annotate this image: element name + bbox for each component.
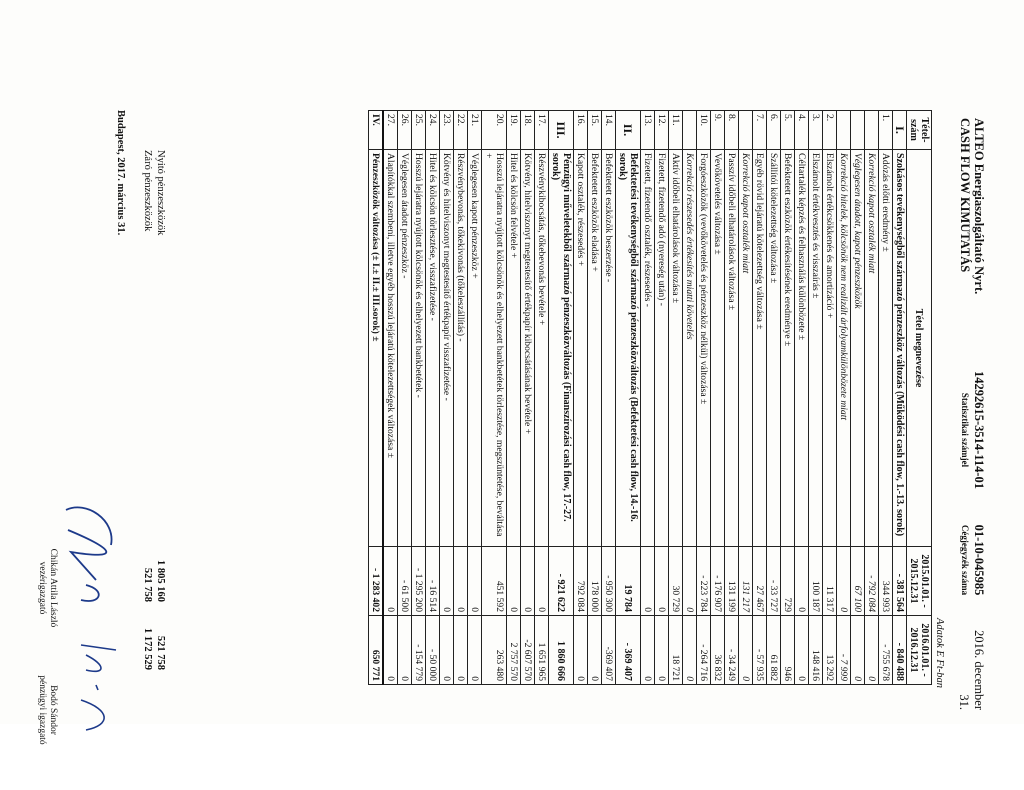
row-value-curr: 0 — [865, 616, 879, 685]
row-value-prev: - 1 295 200 — [412, 547, 426, 616]
unit-note: Adatok E Ft-ban — [934, 618, 945, 688]
table-row — [823, 111, 837, 685]
row-value-prev: - 33 727 — [767, 547, 781, 616]
row-value-prev: 0 — [440, 547, 454, 616]
table-row — [521, 111, 535, 685]
row-value-prev: 0 — [837, 547, 851, 616]
reg-number-block — [958, 500, 986, 620]
row-number: 17. — [535, 111, 549, 150]
table-row — [739, 111, 753, 685]
table-row — [602, 111, 616, 685]
signer-2-role: pénzügyi igazgató — [37, 675, 47, 745]
col-header-prev: 2015.01.01. - 2015.12.31 — [907, 547, 932, 616]
row-name: Véglegesen kapott pénzeszköz + — [468, 150, 482, 547]
row-name: Befektetési tevékenységből származó pénzeszközváltozás (Befektetési cash flow, 14.-16. sorok) — [616, 150, 641, 547]
row-value-curr: 0 — [683, 616, 697, 685]
table-row — [879, 111, 893, 685]
row-name: Korrekció részesedés értékesítés miatti követelés — [683, 150, 697, 547]
table-row — [683, 111, 697, 685]
row-name: Aktív időbeli elhatárolások változása ± — [669, 150, 683, 547]
row-number: 18. — [521, 111, 535, 150]
row-value-prev: 0 — [795, 547, 809, 616]
col-header-number: Tétel-szám — [907, 111, 932, 150]
row-value-curr: 0 — [574, 616, 588, 685]
stat-number-label: Statisztikai számjel — [960, 392, 970, 468]
row-number: 21. — [468, 111, 482, 150]
row-value-curr: 148 416 — [809, 616, 823, 685]
row-number: 1. — [879, 111, 893, 150]
row-value-curr: 18 721 — [669, 616, 683, 685]
row-number: 5. — [781, 111, 795, 150]
col-header-name: Tétel megnevezése — [907, 150, 932, 547]
row-number: 6. — [767, 111, 781, 150]
row-number: 12. — [655, 111, 669, 150]
row-number: 24. — [426, 111, 440, 150]
row-value-prev: 792 084 — [574, 547, 588, 616]
signer-2-name: Bodó Sándor — [48, 685, 58, 735]
row-number: 19. — [507, 111, 521, 150]
row-name: Részvénykibocsátás, tőkebevonás bevétele + — [535, 150, 549, 547]
row-value-curr: -2 607 570 — [521, 616, 535, 685]
row-value-prev: 0 — [454, 547, 468, 616]
row-number — [683, 111, 697, 150]
row-name: Pénzeszközök változása (± I.± II.± III.sorok) ± — [369, 150, 384, 547]
row-number: I. — [893, 111, 907, 150]
reg-number: 01-10-045985 — [972, 524, 986, 596]
row-value-curr: -369 407 — [602, 616, 616, 685]
row-value-curr: - 7 999 — [837, 616, 851, 685]
total-row — [369, 111, 384, 685]
row-number — [837, 111, 851, 150]
row-number: 7. — [753, 111, 767, 150]
cash-flow-table — [368, 110, 932, 685]
table-row — [507, 111, 521, 685]
row-number: 4. — [795, 111, 809, 150]
row-name: Kötvény és hitelviszonyt megtestesítő értékpapír visszafizetése - — [440, 150, 454, 547]
table-row — [795, 111, 809, 685]
row-value-prev: 19 784 — [616, 547, 641, 616]
row-value-prev: - 381 564 — [893, 547, 907, 616]
row-value-prev: 131 199 — [725, 547, 739, 616]
row-value-curr: 1 860 666 — [549, 616, 574, 685]
section-row — [549, 111, 574, 685]
row-number: 9. — [711, 111, 725, 150]
row-name: Egyéb rövid lejáratú kötelezettség változása ± — [753, 150, 767, 547]
table-row — [383, 111, 398, 685]
place-date: Budapest, 2017. március 31. — [115, 110, 126, 236]
row-name: Korrekció kapott osztalék miatt — [739, 150, 753, 547]
row-value-curr: 61 882 — [767, 616, 781, 685]
row-value-curr: 0 — [468, 616, 482, 685]
row-number: II. — [616, 111, 641, 150]
row-name: Korrekció hitelek, kölcsönök nem realizált árfolyamkülönbözete miatt — [837, 150, 851, 547]
section-row — [616, 111, 641, 685]
stat-number: 14292615-3514-114-01 — [972, 370, 986, 490]
row-value-prev: 0 — [507, 547, 521, 616]
row-number: 16. — [574, 111, 588, 150]
row-number: 14. — [602, 111, 616, 150]
row-number: 22. — [454, 111, 468, 150]
row-value-curr: - 34 249 — [725, 616, 739, 685]
row-value-curr: 0 — [739, 616, 753, 685]
row-name: Elszámolt értékcsökkenés és amortizáció + — [823, 150, 837, 547]
row-name: Kötvény, hitelviszonyt megtestesítő értékpapír kibocsátásának bevétele + — [521, 150, 535, 547]
col-header-curr: 2016.01.01. - 2016.12.31 — [907, 616, 932, 685]
row-name: Fizetett, fizetendő osztalék, részesedés - — [641, 150, 655, 547]
row-value-curr: - 154 779 — [412, 616, 426, 685]
signature-2 — [66, 630, 126, 750]
table-row — [669, 111, 683, 685]
row-name: Befektetett eszközök eladása + — [588, 150, 602, 547]
row-value-curr: 650 771 — [369, 616, 384, 685]
row-name: Hitel és kölcsön törlesztése, visszafizetése - — [426, 150, 440, 547]
closing-cash-label: Záró pénzeszközök — [142, 150, 153, 232]
closing-cash-row — [140, 110, 153, 710]
row-name: Fizetett, fizetendő adó (nyereség után) - — [655, 150, 669, 547]
row-number — [739, 111, 753, 150]
row-name: Korrekció kapott osztalék miatt — [865, 150, 879, 547]
row-value-curr: 0 — [383, 616, 398, 685]
row-value-prev: - 792 084 — [865, 547, 879, 616]
section-row — [893, 111, 907, 685]
row-value-curr: 0 — [655, 616, 669, 685]
row-value-prev: 27 467 — [753, 547, 767, 616]
table-row — [398, 111, 412, 685]
table-row — [426, 111, 440, 685]
table-row — [641, 111, 655, 685]
row-name: Hitel és kölcsön felvétele + — [507, 150, 521, 547]
row-name: Véglegesen átadott pénzeszköz - — [398, 150, 412, 547]
row-value-prev: 0 — [535, 547, 549, 616]
table-row — [440, 111, 454, 685]
row-value-prev: - 176 907 — [711, 547, 725, 616]
row-value-curr: - 50 000 — [426, 616, 440, 685]
table-row — [837, 111, 851, 685]
row-number: 10. — [697, 111, 711, 150]
table-row — [574, 111, 588, 685]
row-value-prev: 0 — [468, 547, 482, 616]
row-name: Kapott osztalék, részesedés + — [574, 150, 588, 547]
opening-cash-prev: 1 805 160 — [155, 560, 166, 602]
reg-number-label: Cégjegyzék száma — [960, 524, 970, 596]
row-name: Befektetett eszközök beszerzése - — [602, 150, 616, 547]
closing-cash-curr: 1 172 529 — [142, 628, 153, 670]
row-name: Adózás előtti eredmény ± — [879, 150, 893, 547]
closing-cash-prev: 521 758 — [142, 567, 153, 602]
row-value-curr: 0 — [641, 616, 655, 685]
row-number: 23. — [440, 111, 454, 150]
row-number — [851, 111, 865, 150]
row-value-prev: 0 — [683, 547, 697, 616]
row-value-prev: - 61 500 — [398, 547, 412, 616]
report-date: 2016. december 31. — [957, 630, 986, 710]
opening-cash-curr: 521 758 — [155, 635, 166, 670]
row-number: 13. — [641, 111, 655, 150]
table-row — [725, 111, 739, 685]
row-value-prev: - 921 622 — [549, 547, 574, 616]
table-row — [781, 111, 795, 685]
row-value-curr: 946 — [781, 616, 795, 685]
row-value-prev: 344 993 — [879, 547, 893, 616]
table-row — [588, 111, 602, 685]
signer-2 — [36, 630, 58, 790]
row-value-prev: 0 — [655, 547, 669, 616]
row-value-curr: 2 757 570 — [507, 616, 521, 685]
row-number: 2. — [823, 111, 837, 150]
table-row — [535, 111, 549, 685]
row-number: 3. — [809, 111, 823, 150]
row-value-curr: 0 — [398, 616, 412, 685]
table-row — [454, 111, 468, 685]
row-value-prev: 100 187 — [809, 547, 823, 616]
row-number: 8. — [725, 111, 739, 150]
row-number: III. — [549, 111, 574, 150]
company-name: ALTEO Energiaszolgáltató Nyrt. — [972, 118, 986, 295]
row-value-curr: 0 — [588, 616, 602, 685]
row-value-curr: - 369 407 — [616, 616, 641, 685]
signer-1-role: vezérigazgató — [37, 561, 47, 615]
row-number: 15. — [588, 111, 602, 150]
row-name: Passzív időbeli elhatárolások változása ± — [725, 150, 739, 547]
row-value-prev: - 223 784 — [697, 547, 711, 616]
row-name: Forgóeszközök (vevőkövetelés és pénzeszköz nélkül) változása ± — [697, 150, 711, 547]
row-name: Befektetett eszközök értékesítésének eredménye ± — [781, 150, 795, 547]
row-number: IV. — [369, 111, 384, 150]
row-name: Hosszú lejáratra nyújtott kölcsönök és elhelyezett bankbetétek törlesztése, megszüntetése, beváltása + — [482, 150, 507, 547]
row-value-curr: 13 292 — [823, 616, 837, 685]
row-value-prev: 178 000 — [588, 547, 602, 616]
row-name: Céltartalék képzés és felhasználás különbözete ± — [795, 150, 809, 547]
row-name: Vevőkövetelés változása ± — [711, 150, 725, 547]
row-value-prev: 0 — [641, 547, 655, 616]
table-row — [753, 111, 767, 685]
row-number: 26. — [398, 111, 412, 150]
opening-cash-label: Nyitó pénzeszközök — [155, 150, 166, 236]
row-number: 20. — [482, 111, 507, 150]
row-name: Pénzügyi műveletekből származó pénzeszközváltozás (Finanszírozási cash flow, 17.-27. sorok) — [549, 150, 574, 547]
row-value-prev: 67 100 — [851, 547, 865, 616]
stat-number-block — [958, 340, 986, 520]
table-row — [655, 111, 669, 685]
table-body — [369, 111, 907, 685]
table-row — [865, 111, 879, 685]
opening-cash-row — [153, 110, 166, 710]
row-number — [865, 111, 879, 150]
table-row — [482, 111, 507, 685]
table-row — [851, 111, 865, 685]
table-row — [809, 111, 823, 685]
row-value-prev: - 1 283 402 — [369, 547, 384, 616]
table-row — [412, 111, 426, 685]
row-value-curr: 36 832 — [711, 616, 725, 685]
row-value-curr: 0 — [851, 616, 865, 685]
table-row — [767, 111, 781, 685]
row-value-curr: 0 — [795, 616, 809, 685]
row-number: 11. — [669, 111, 683, 150]
row-value-curr: - 264 716 — [697, 616, 711, 685]
row-value-curr: 0 — [440, 616, 454, 685]
row-value-prev: 131 217 — [739, 547, 753, 616]
row-value-prev: 0 — [521, 547, 535, 616]
row-value-prev: 11 317 — [823, 547, 837, 616]
row-value-curr: 0 — [454, 616, 468, 685]
row-value-curr: - 57 935 — [753, 616, 767, 685]
row-name: Részvénybevonás, tőkekivonás (tőkeleszállítás) - — [454, 150, 468, 547]
row-name: Elszámolt értékvesztés és visszaírás ± — [809, 150, 823, 547]
row-value-prev: - 950 300 — [602, 547, 616, 616]
row-number: 25. — [412, 111, 426, 150]
document-title: CASH FLOW KIMUTATÁS — [958, 118, 972, 273]
row-name: Véglegesen átadott, kapott pénzeszközök — [851, 150, 865, 547]
row-value-curr: 263 480 — [482, 616, 507, 685]
row-number: 27. — [383, 111, 398, 150]
row-value-prev: 0 — [383, 547, 398, 616]
row-name: Hosszú lejáratra nyújtott kölcsönök és elhelyezett bankbetétek - — [412, 150, 426, 547]
row-value-prev: - 16 514 — [426, 547, 440, 616]
row-name: Alapítókkal szembeni, illetve egyéb hosszú lejáratú kötelezettségek változása ± — [383, 150, 398, 547]
table-header-row — [907, 111, 932, 685]
row-value-prev: 30 729 — [669, 547, 683, 616]
row-value-curr: - 840 488 — [893, 616, 907, 685]
table-row — [468, 111, 482, 685]
row-value-prev: 729 — [781, 547, 795, 616]
row-value-prev: 451 592 — [482, 547, 507, 616]
row-name: Szállítói kötelezettség változása ± — [767, 150, 781, 547]
row-value-curr: - 755 678 — [879, 616, 893, 685]
table-row — [697, 111, 711, 685]
table-row — [711, 111, 725, 685]
company-header — [958, 118, 986, 294]
signer-1-name: Chikán Attila László — [48, 548, 58, 628]
signature-1 — [56, 490, 126, 620]
row-name: Szokásos tevékenységből származó pénzeszköz változás (Működési cash flow, 1.-13. sorok) — [893, 150, 907, 547]
row-value-curr: 1 651 965 — [535, 616, 549, 685]
footer — [37, 110, 166, 745]
